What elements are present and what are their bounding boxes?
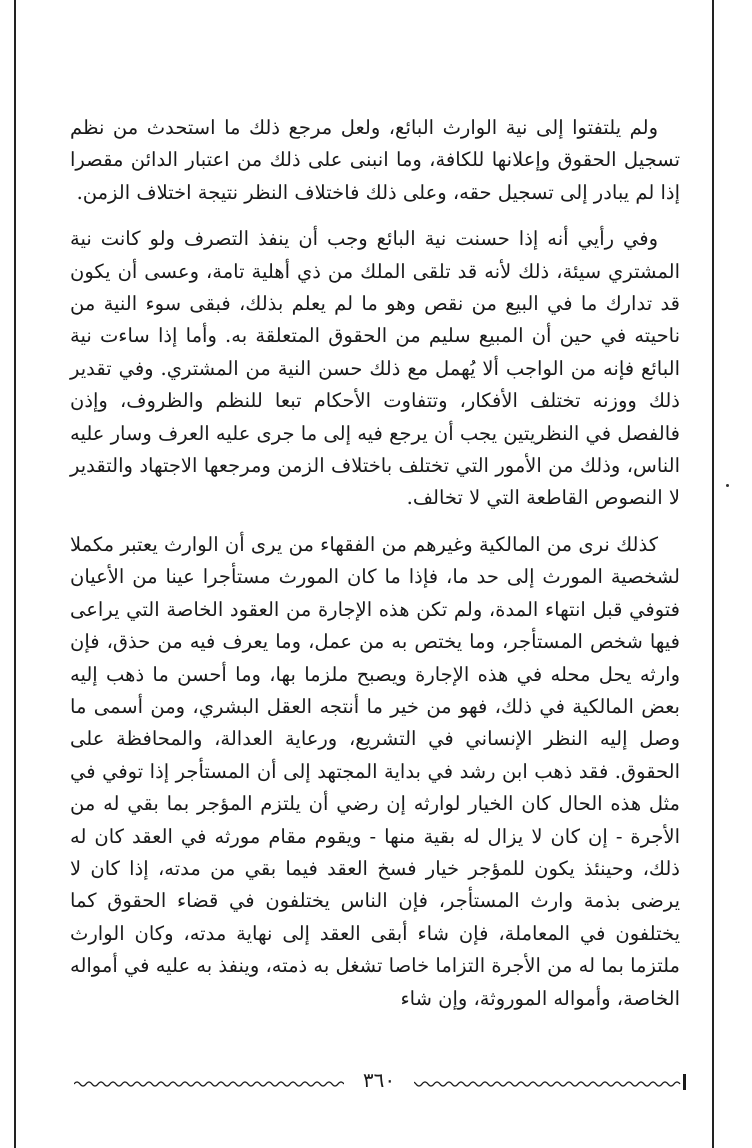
left-page-border <box>14 0 16 1148</box>
page-footer <box>74 1068 684 1096</box>
stray-mark-dot <box>726 484 729 487</box>
paragraph-1: ولم يلتفتوا إلى نية الوارث البائع، ولعل مرجع ذلك ما استحدث من نظم تسجيل الحقوق وإعلانها للكافة، وما انبنى على ذلك من اعتبار الدائن مقصرا إذا لم يبادر إلى تسجيل حقه، وعلى ذلك فاختلاف النظر نتيجة اختلاف الزمن. <box>70 116 680 204</box>
footer-end-tick <box>683 1074 686 1090</box>
paragraph-3: كذلك نرى من المالكية وغيرهم من الفقهاء من يرى أن الوارث يعتبر مكملا لشخصية المورث إلى حد ما، فإذا ما كان المورث مستأجرا عينا من الأعيان فتوفي قبل انتهاء المدة، ولم تكن هذه الإجارة من العقود الخاصة التي يراعى فيها شخص المستأجر، وما يختص به من عمل، وما يعرف فيه من حذق، فإن وارثه يحل محله في هذه الإجارة ويصبح ملزما بها، وما أحسن ما ذهب إليه بعض المالكية في ذلك، فهو من خير ما أنتجه العقل البشري، ومن أسمى ما وصل إليه النظر الإنساني في التشريع، ورعاية العدالة، والمحافظة على الحقوق. فقد ذهب ابن رشد في بداية المجتهد إلى أن المستأجر إذا توفي في مثل هذه الحال كان الخيار لوارثه إن رضي أن يلتزم المؤجر بما بقي له من الأجرة - إن كان لا يزال له بقية منها - ويقوم مقام مورثه في العقد كان له ذلك، وحينئذ يكون للمؤجر خيار فسخ العقد فيما بقي من مدته، إذا كان لا يرضى بذمة وارث المستأجر، فإن الناس يختلفون في قضاء الحقوق كما يختلفون في المعاملة، فإن شاء أبقى العقد إلى نهاية مدته، وكان الوارث ملتزما بما له من الأجرة التزاما خاصا تشغل به ذمته، وينفذ به عليه في أمواله الخاصة، وأمواله الموروثة، وإن شاء <box>69 532 681 1010</box>
page-number: ٣٦٠ <box>344 1068 414 1092</box>
page-body <box>70 112 680 1015</box>
paragraph-2: وفي رأيي أنه إذا حسنت نية البائع وجب أن ينفذ التصرف ولو كانت نية المشتري سيئة، ذلك لأنه قد تلقى الملك من ذي أهلية تامة، وعسى أن يكون قد تدارك ما في البيع من نقص وهو ما لم يعلم بذلك، فبقى سوء النية من ناحيته في حين أن المبيع سليم من الحقوق المتعلقة به. وأما إذا ساءت نية البائع فإنه من الواجب ألا يُهمل مع ذلك حسن النية من المشتري. وفي تقدير ذلك ووزنه تختلف الأفكار، وتتفاوت الأحكام تبعا للنظم والظروف، وإذن فالفصل في النظريتين يجب أن يرجع فيه إلى ما جرى عليه العرف وسار عليه الناس، وذلك من الأمور التي تختلف باختلاف الزمن ومرجعها الاجتهاد والتقدير لا النصوص القاطعة التي لا تخالف. <box>70 227 681 510</box>
right-page-border <box>712 0 714 1148</box>
